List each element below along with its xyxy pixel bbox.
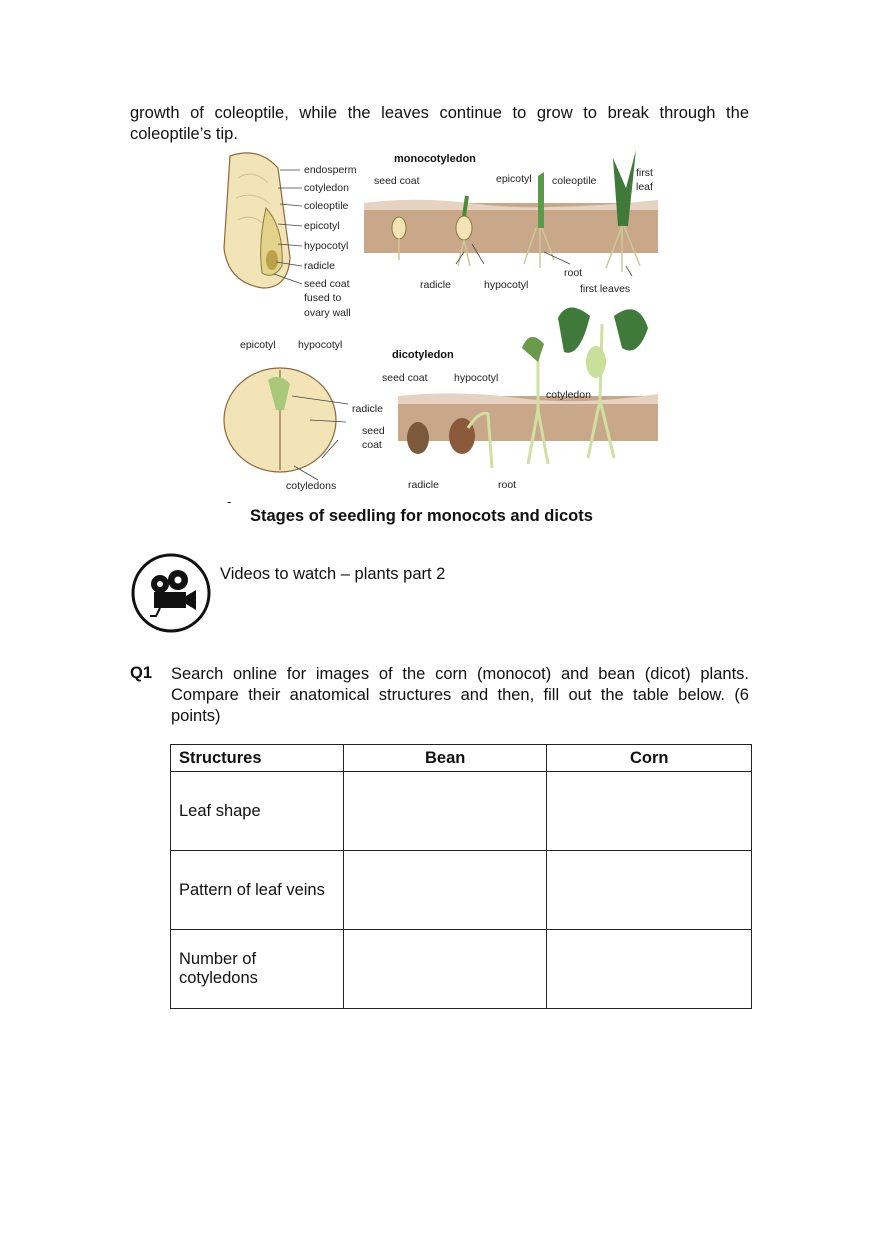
corn-answer-cell[interactable] bbox=[547, 851, 752, 930]
mono-seed-label: radicle bbox=[304, 260, 335, 272]
video-camera-icon[interactable] bbox=[130, 552, 212, 634]
table-row bbox=[171, 930, 752, 1009]
dicot-seed-label: hypocotyl bbox=[298, 339, 343, 351]
monocot-title: monocotyledon bbox=[394, 153, 476, 165]
mono-stage-label: epicotyl bbox=[496, 173, 532, 185]
mono-stage-label: leaf bbox=[636, 181, 653, 193]
bean-answer-cell[interactable] bbox=[343, 930, 547, 1009]
question-number: Q1 bbox=[130, 664, 153, 682]
dicot-soil-band bbox=[398, 393, 658, 441]
mono-seed-label: endosperm bbox=[304, 164, 357, 176]
dicot-seed-label: radicle bbox=[352, 403, 383, 415]
mono-seed-label: seed coat bbox=[304, 278, 350, 290]
mono-seed-label: epicotyl bbox=[304, 220, 340, 232]
dicot-stage-label: root bbox=[498, 479, 517, 491]
table-row bbox=[171, 851, 752, 930]
row-label: Leaf shape bbox=[171, 772, 344, 851]
row-label: Pattern of leaf veins bbox=[171, 851, 344, 930]
dicot-stage-label: hypocotyl bbox=[454, 372, 499, 384]
dicot-title: dicotyledon bbox=[392, 349, 454, 361]
bean-answer-cell[interactable] bbox=[343, 851, 547, 930]
mono-seed-label: fused to bbox=[304, 292, 342, 304]
corn-answer-cell[interactable] bbox=[547, 930, 752, 1009]
seedling-diagram bbox=[218, 148, 660, 498]
videos-to-watch-text: Videos to watch – plants part 2 bbox=[220, 565, 446, 583]
mono-stage-label: hypocotyl bbox=[484, 279, 529, 291]
header-structures: Structures bbox=[171, 745, 344, 772]
dicot-seed-label: seed bbox=[362, 425, 385, 437]
dicot-seed-label: epicotyl bbox=[240, 339, 276, 351]
row-label: Number of cotyledons bbox=[171, 930, 344, 1009]
bean-answer-cell[interactable] bbox=[343, 772, 547, 851]
dicot-seed-label: cotyledons bbox=[286, 480, 337, 492]
dicot-stage-label: seed coat bbox=[382, 372, 428, 384]
monocot-seed-illustration bbox=[224, 153, 290, 288]
corn-answer-cell[interactable] bbox=[547, 772, 752, 851]
stray-dash: - bbox=[227, 494, 232, 509]
question-text: Search online for images of the corn (monocot) and bean (dicot) plants. Compare their anatomical structures and then, fill out the table below. (6 points) bbox=[171, 665, 749, 725]
mono-seed-label: hypocotyl bbox=[304, 240, 349, 252]
table-header-row bbox=[171, 745, 752, 772]
intro-paragraph: growth of coleoptile, while the leaves continue to grow to break through the coleoptile’s tip. bbox=[130, 104, 749, 143]
mono-stage-label: seed coat bbox=[374, 175, 420, 187]
dicot-seed-label: coat bbox=[362, 439, 382, 451]
header-corn: Corn bbox=[547, 745, 752, 772]
dicot-stage-label: cotyledon bbox=[546, 389, 591, 401]
mono-seed-label: coleoptile bbox=[304, 200, 349, 212]
dicot-stages bbox=[407, 307, 648, 468]
mono-stage-label: first leaves bbox=[580, 283, 631, 295]
mono-seed-label: ovary wall bbox=[304, 307, 351, 319]
mono-seed-label: cotyledon bbox=[304, 182, 349, 194]
mono-stage-label: coleoptile bbox=[552, 175, 597, 187]
mono-stage-label: first bbox=[636, 167, 653, 179]
table-row bbox=[171, 772, 752, 851]
dicot-seed-illustration bbox=[224, 368, 336, 472]
comparison-table bbox=[170, 744, 752, 1009]
mono-stage-label: radicle bbox=[420, 279, 451, 291]
seedling-stages-figure bbox=[218, 148, 660, 498]
figure-caption: Stages of seedling for monocots and dicots bbox=[250, 507, 593, 525]
dicot-stage-label: radicle bbox=[408, 479, 439, 491]
monocot-soil-band bbox=[364, 200, 658, 253]
mono-stage-label: root bbox=[564, 267, 583, 279]
header-bean: Bean bbox=[343, 745, 547, 772]
